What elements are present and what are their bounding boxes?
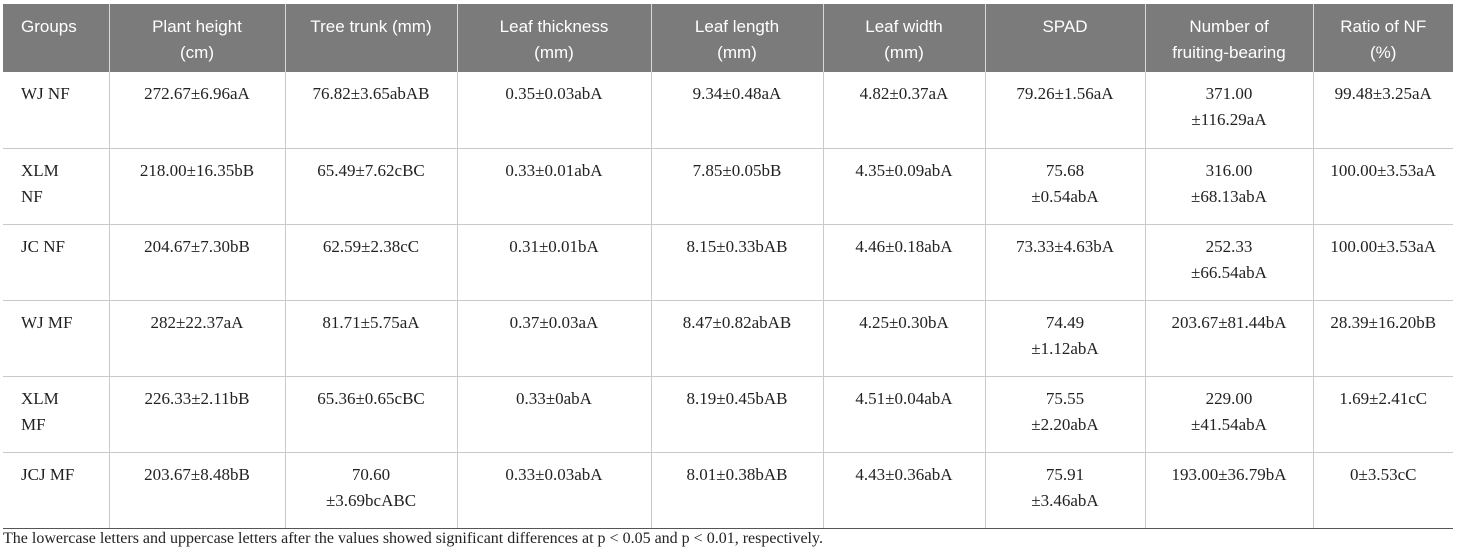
value-cell: 252.33 ±66.54abA xyxy=(1145,224,1313,300)
group-cell: JC NF xyxy=(3,224,109,300)
value-cell: 4.25±0.30bA xyxy=(823,300,985,376)
value-cell: 4.82±0.37aA xyxy=(823,72,985,148)
value-cell: 70.60 ±3.69bcABC xyxy=(285,452,457,528)
value-cell: 0.33±0.03abA xyxy=(457,452,651,528)
value-cell: 229.00 ±41.54abA xyxy=(1145,376,1313,452)
value-cell: 203.67±81.44bA xyxy=(1145,300,1313,376)
header-row xyxy=(3,4,1453,72)
header-cell: Number of fruiting-bearing xyxy=(1145,4,1313,72)
value-cell: 316.00 ±68.13abA xyxy=(1145,148,1313,224)
value-cell: 81.71±5.75aA xyxy=(285,300,457,376)
table-footnote: The lowercase letters and uppercase letters after the values showed significant differences at p < 0.05 and p < 0.01, respectively. xyxy=(3,530,823,547)
value-cell: 272.67±6.96aA xyxy=(109,72,285,148)
header-cell: Leaf thickness (mm) xyxy=(457,4,651,72)
value-cell: 28.39±16.20bB xyxy=(1313,300,1453,376)
value-cell: 4.46±0.18abA xyxy=(823,224,985,300)
value-cell: 4.43±0.36abA xyxy=(823,452,985,528)
value-cell: 0.33±0abA xyxy=(457,376,651,452)
value-cell: 1.69±2.41cC xyxy=(1313,376,1453,452)
value-cell: 8.47±0.82abAB xyxy=(651,300,823,376)
header-cell: Leaf width (mm) xyxy=(823,4,985,72)
value-cell: 100.00±3.53aA xyxy=(1313,148,1453,224)
value-cell: 371.00 ±116.29aA xyxy=(1145,72,1313,148)
data-table-container xyxy=(3,4,1453,529)
value-cell: 0.33±0.01abA xyxy=(457,148,651,224)
header-cell: SPAD xyxy=(985,4,1145,72)
table-row xyxy=(3,452,1453,528)
table-row xyxy=(3,148,1453,224)
value-cell: 8.19±0.45bAB xyxy=(651,376,823,452)
value-cell: 204.67±7.30bB xyxy=(109,224,285,300)
header-cell: Groups xyxy=(3,4,109,72)
value-cell: 99.48±3.25aA xyxy=(1313,72,1453,148)
group-cell: XLM MF xyxy=(3,376,109,452)
value-cell: 203.67±8.48bB xyxy=(109,452,285,528)
value-cell: 75.68 ±0.54abA xyxy=(985,148,1145,224)
value-cell: 0±3.53cC xyxy=(1313,452,1453,528)
value-cell: 282±22.37aA xyxy=(109,300,285,376)
header-cell: Leaf length (mm) xyxy=(651,4,823,72)
value-cell: 0.37±0.03aA xyxy=(457,300,651,376)
header-cell: Ratio of NF (%) xyxy=(1313,4,1453,72)
value-cell: 0.35±0.03abA xyxy=(457,72,651,148)
header-cell: Tree trunk (mm) xyxy=(285,4,457,72)
value-cell: 7.85±0.05bB xyxy=(651,148,823,224)
table-row xyxy=(3,376,1453,452)
value-cell: 4.51±0.04abA xyxy=(823,376,985,452)
table-row xyxy=(3,224,1453,300)
value-cell: 79.26±1.56aA xyxy=(985,72,1145,148)
group-cell: WJ MF xyxy=(3,300,109,376)
value-cell: 8.01±0.38bAB xyxy=(651,452,823,528)
value-cell: 65.49±7.62cBC xyxy=(285,148,457,224)
value-cell: 193.00±36.79bA xyxy=(1145,452,1313,528)
group-cell: XLM NF xyxy=(3,148,109,224)
data-table xyxy=(3,4,1453,529)
value-cell: 65.36±0.65cBC xyxy=(285,376,457,452)
group-cell: WJ NF xyxy=(3,72,109,148)
value-cell: 218.00±16.35bB xyxy=(109,148,285,224)
group-cell: JCJ MF xyxy=(3,452,109,528)
value-cell: 75.91 ±3.46abA xyxy=(985,452,1145,528)
value-cell: 0.31±0.01bA xyxy=(457,224,651,300)
value-cell: 226.33±2.11bB xyxy=(109,376,285,452)
value-cell: 73.33±4.63bA xyxy=(985,224,1145,300)
value-cell: 75.55 ±2.20abA xyxy=(985,376,1145,452)
value-cell: 100.00±3.53aA xyxy=(1313,224,1453,300)
value-cell: 62.59±2.38cC xyxy=(285,224,457,300)
header-cell: Plant height (cm) xyxy=(109,4,285,72)
table-body xyxy=(3,72,1453,528)
value-cell: 9.34±0.48aA xyxy=(651,72,823,148)
table-row xyxy=(3,300,1453,376)
value-cell: 74.49 ±1.12abA xyxy=(985,300,1145,376)
value-cell: 4.35±0.09abA xyxy=(823,148,985,224)
value-cell: 76.82±3.65abAB xyxy=(285,72,457,148)
table-row xyxy=(3,72,1453,148)
value-cell: 8.15±0.33bAB xyxy=(651,224,823,300)
